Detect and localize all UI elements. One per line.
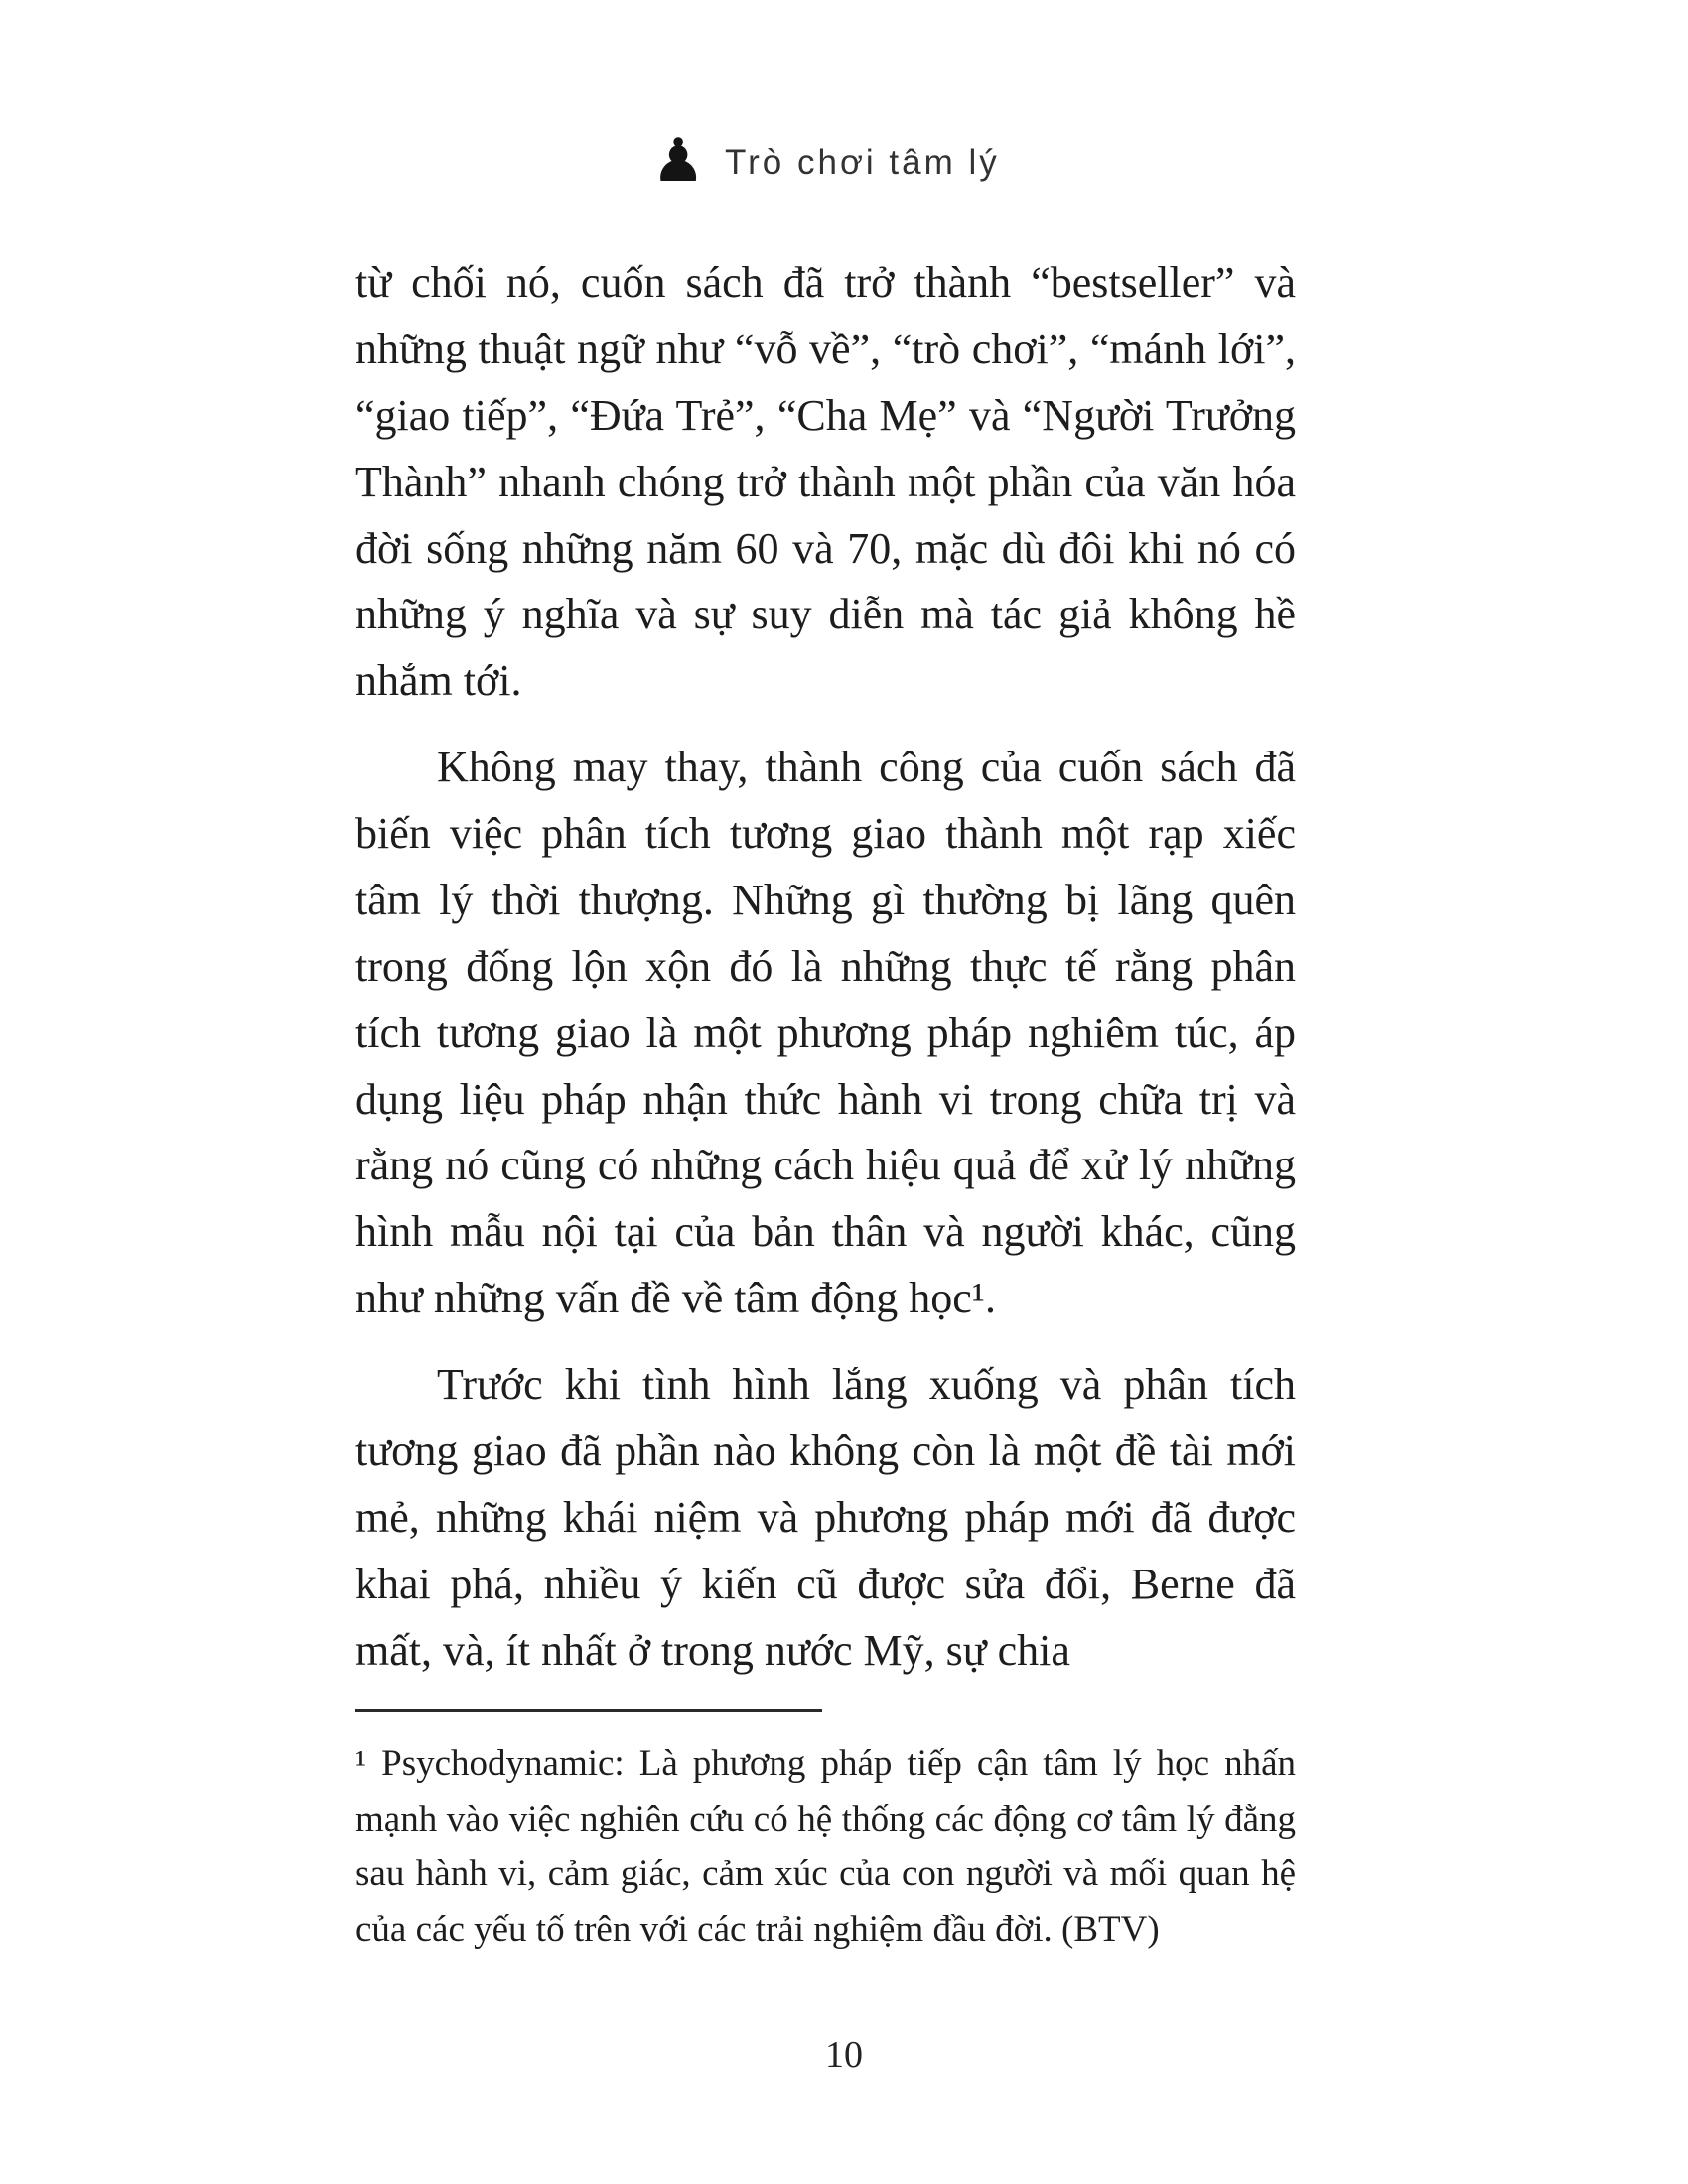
running-head <box>355 127 1296 199</box>
running-head-title: Trò chơi tâm lý <box>725 143 1000 182</box>
chess-pawn-icon: ♟ <box>651 126 706 196</box>
paragraph: Không may thay, thành công của cuốn sách đã biến việc phân tích tương giao thành một rạp xiếc tâm lý thời thượng. Những gì thường bị lãng quên trong đống lộn xộn đó là những thực tế rằng phân tích tương giao là một phương pháp nghiêm túc, áp dụng liệu pháp nhận thức hành vi trong chữa trị và rằng nó cũng có những cách hiệu quả để xử lý những hình mẫu nội tại của bản thân và người khác, cũng như những vấn đề về tâm động học¹. <box>355 743 1296 1323</box>
body-text <box>355 250 1296 1684</box>
page-number: 10 <box>825 2034 863 2076</box>
footnote-divider <box>355 1709 822 1712</box>
paragraph: Trước khi tình hình lắng xuống và phân tích tương giao đã phần nào không còn là một đề tài mới mẻ, những khái niệm và phương pháp mới đã được khai phá, nhiều ý kiến cũ được sửa đổi, Berne đã mất, và, ít nhất ở trong nước Mỹ, sự chia <box>355 1360 1296 1675</box>
footnote-text: ¹ Psychodynamic: Là phương pháp tiếp cận tâm lý học nhấn mạnh vào việc nghiên cứu có hệ thống các động cơ tâm lý đằng sau hành vi, cảm giác, cảm xúc của con người và mối quan hệ của các yếu tố trên với các trải nghiệm đầu đời. (BTV) <box>355 1743 1296 1950</box>
paragraph: từ chối nó, cuốn sách đã trở thành “bestseller” và những thuật ngữ như “vỗ về”, “trò chơi”, “mánh lới”, “giao tiếp”, “Đứa Trẻ”, “Cha Mẹ” và “Người Trưởng Thành” nhanh chóng trở thành một phần của văn hóa đời sống những năm 60 và 70, mặc dù đôi khi nó có những ý nghĩa và sự suy diễn mà tác giả không hề nhắm tới. <box>355 258 1296 706</box>
